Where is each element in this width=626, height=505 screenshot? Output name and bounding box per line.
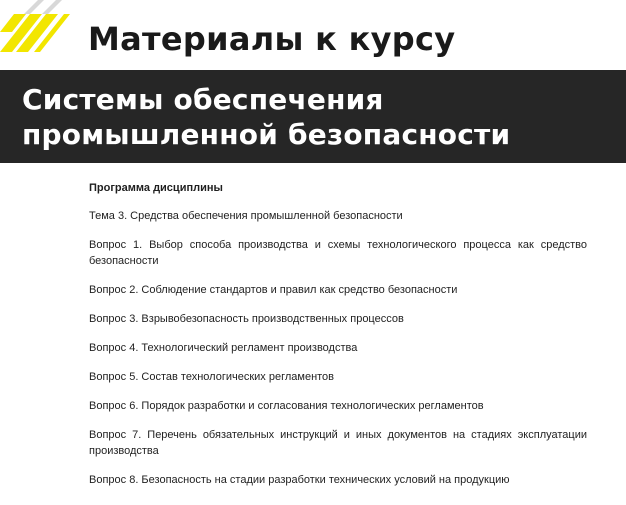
question-item: Вопрос 8. Безопасность на стадии разработки технических условий на продукцию [89,474,510,486]
course-title-line-2: промышленной безопасности [22,118,511,151]
question-item: Вопрос 6. Порядок разработки и согласования технологических регламентов [89,400,484,412]
page-title: Материалы к курсу [88,20,456,58]
question-item: Вопрос 2. Соблюдение стандартов и правил как средство безопасности [89,284,458,296]
question-item: Вопрос 4. Технологический регламент производства [89,342,358,354]
program-label: Программа дисциплины [89,182,223,194]
question-item: Вопрос 5. Состав технологических регламентов [89,371,335,383]
syllabus-content [89,180,587,501]
topic-heading: Тема 3. Средства обеспечения промышленной безопасности [89,210,403,222]
course-title-line-1: Системы обеспечения [22,83,384,116]
question-item: Вопрос 3. Взрывобезопасность производственных процессов [89,313,404,325]
decorative-stripes-logo [0,0,80,60]
question-item: Вопрос 7. Перечень обязательных инструкций и иных документов на стадиях эксплуатации производства [89,429,587,457]
question-item: Вопрос 1. Выбор способа производства и схемы технологического процесса как средство безопасности [89,239,587,267]
